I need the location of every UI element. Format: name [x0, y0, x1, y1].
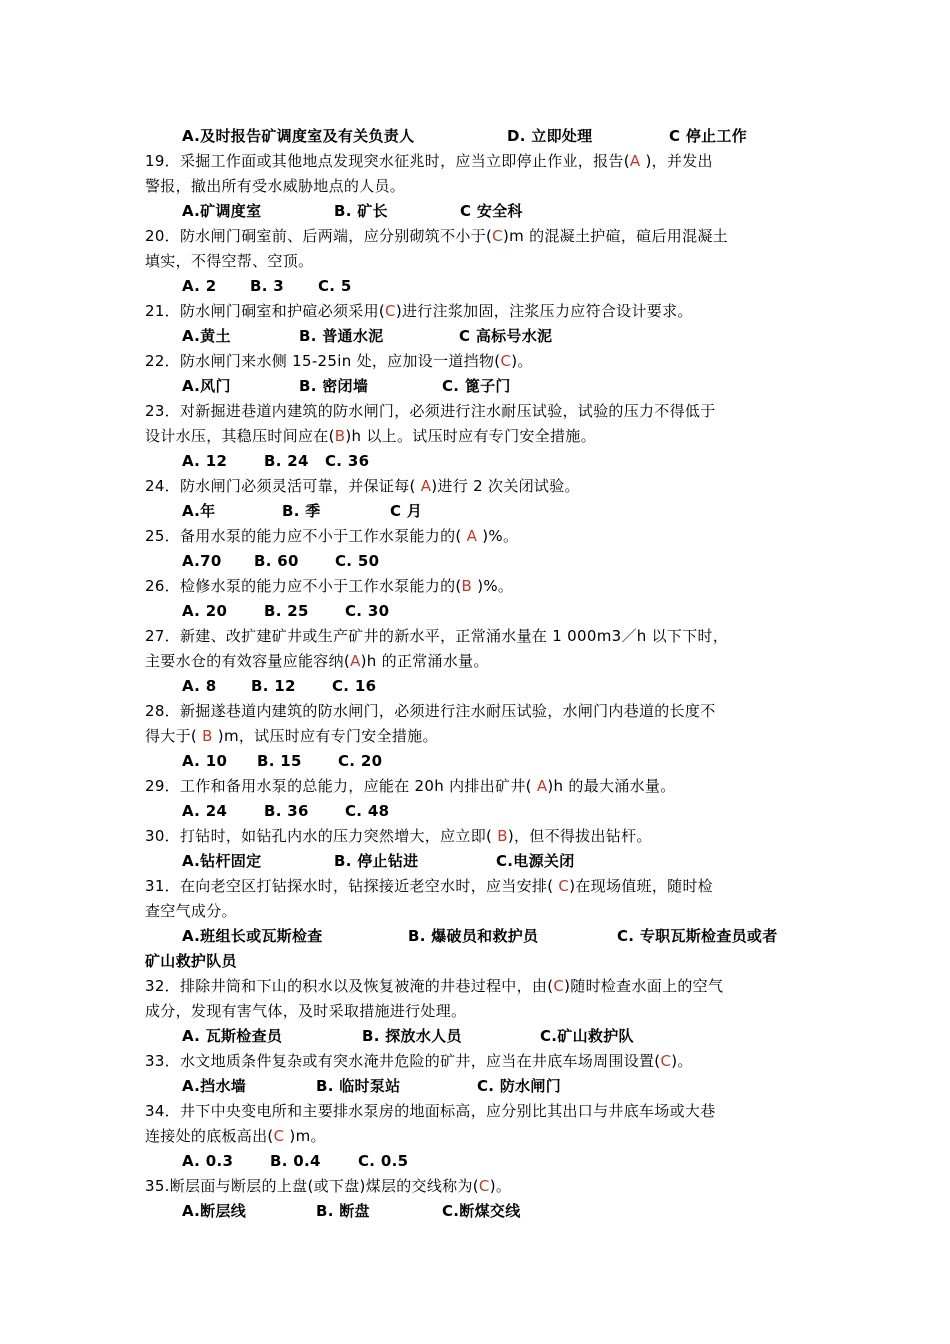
- answer-option: C. 48: [345, 802, 390, 820]
- answer-option: B. 密闭墙: [299, 377, 369, 395]
- answer-option: A.黄土: [182, 327, 231, 345]
- answer-option: B. 矿长: [334, 202, 388, 220]
- answer-option: A.70: [182, 552, 222, 570]
- question-text: 22．防水闸门来水侧 15-25in 处，应加设一道挡物(: [145, 352, 501, 370]
- answer-option: C 安全科: [460, 202, 523, 220]
- answer-option: B. 停止钻进: [334, 852, 419, 870]
- question-text-line: [145, 824, 815, 849]
- question-text: )%。: [477, 527, 519, 545]
- question-text-line: [145, 399, 815, 424]
- question-text-line: [145, 624, 815, 649]
- question-text: )。: [511, 352, 533, 370]
- question-text: )h 的正常涌水量。: [360, 652, 489, 670]
- answer-options-row: [145, 324, 815, 349]
- answer-option: B. 爆破员和救护员: [408, 927, 539, 945]
- question-text-line: [145, 649, 815, 674]
- answer-option: C. 篦子门: [442, 377, 511, 395]
- question-text-line: [145, 974, 815, 999]
- answer-option: C. 专职瓦斯检查员或者: [617, 927, 778, 945]
- question-list: [145, 124, 815, 1224]
- answer-key: C: [660, 1052, 672, 1070]
- answer-option: C. 30: [345, 602, 390, 620]
- question-text: 连接处的底板高出(: [145, 1127, 274, 1145]
- question-text: )，并发出: [640, 152, 713, 170]
- answer-option: A. 0.3: [182, 1152, 234, 1170]
- answer-options-row: [145, 374, 815, 399]
- question-text: 35.断层面与断层的上盘(或下盘)煤层的交线称为(: [145, 1177, 479, 1195]
- answer-option: A.断层线: [182, 1202, 247, 1220]
- question-text-line: [145, 174, 815, 199]
- question-text-line: [145, 349, 815, 374]
- answer-options-row: [145, 449, 815, 474]
- answer-options-row: [145, 749, 815, 774]
- answer-option: B. 25: [264, 602, 309, 620]
- answer-options-row: [145, 924, 815, 949]
- answer-option: A. 2: [182, 277, 217, 295]
- answer-option: A.钻杆固定: [182, 852, 262, 870]
- question-text: )。: [671, 1052, 693, 1070]
- question-text-line: [145, 774, 815, 799]
- answer-option: C 停止工作: [669, 127, 748, 145]
- answer-key: C: [273, 1127, 285, 1145]
- answer-option: C.矿山救护队: [540, 1027, 634, 1045]
- answer-option: A. 8: [182, 677, 217, 695]
- answer-option: C. 20: [338, 752, 383, 770]
- answer-key: A: [466, 527, 478, 545]
- answer-option: C.电源关闭: [496, 852, 575, 870]
- answer-key: B: [497, 827, 508, 845]
- answer-option: A. 20: [182, 602, 228, 620]
- question-text-line: [145, 1124, 815, 1149]
- answer-key: C: [492, 227, 503, 245]
- question-text-line: [145, 524, 815, 549]
- answer-options-row: [145, 274, 815, 299]
- question-text: 主要水仓的有效容量应能容纳(: [145, 652, 351, 670]
- answer-option: B. 36: [264, 802, 309, 820]
- answer-option: C. 0.5: [358, 1152, 409, 1170]
- question-text: )在现场值班，随时检: [569, 877, 714, 895]
- question-text-line: [145, 899, 815, 924]
- question-text: )m。: [284, 1127, 326, 1145]
- question-text-line: [145, 699, 815, 724]
- answer-option: A.风门: [182, 377, 231, 395]
- question-text: )随时检查水面上的空气: [564, 977, 724, 995]
- answer-options-row: [145, 599, 815, 624]
- answer-option: B. 3: [250, 277, 284, 295]
- answer-key: B: [202, 727, 213, 745]
- answer-option: B. 季: [282, 502, 321, 520]
- answer-option: A.及时报告矿调度室及有关负责人: [182, 127, 415, 145]
- answer-option: B. 断盘: [316, 1202, 370, 1220]
- question-text: 得大于(: [145, 727, 203, 745]
- question-text: )进行注浆加固，注浆压力应符合设计要求。: [395, 302, 693, 320]
- answer-option: C. 防水闸门: [477, 1077, 562, 1095]
- answer-option: A.班组长或瓦斯检查: [182, 927, 323, 945]
- answer-option: A. 10: [182, 752, 228, 770]
- question-text: )%。: [472, 577, 514, 595]
- answer-option: A. 瓦斯检查员: [182, 1027, 283, 1045]
- question-text: 32．排除井筒和下山的积水以及恢复被淹的井巷过程中，由(: [145, 977, 554, 995]
- question-text-line: [145, 724, 815, 749]
- answer-option: B. 临时泵站: [316, 1077, 401, 1095]
- question-text: )m 的混凝土护碹，碹后用混凝土: [502, 227, 728, 245]
- answer-key: C: [385, 302, 396, 320]
- question-text: )m，试压时应有专门安全措施。: [212, 727, 438, 745]
- question-text-line: [145, 474, 815, 499]
- answer-options-row: [145, 799, 815, 824]
- answer-key: C: [500, 352, 512, 370]
- answer-option: B. 60: [254, 552, 299, 570]
- answer-options-row: [145, 549, 815, 574]
- question-text-line: [145, 424, 815, 449]
- answer-key: C: [558, 877, 570, 895]
- question-text: 31．在向老空区打钻探水时，钻探接近老空水时，应当安排(: [145, 877, 559, 895]
- question-text: 19．采掘工作面或其他地点发现突水征兆时，应当立即停止作业，报告(: [145, 152, 630, 170]
- answer-key: C: [478, 1177, 490, 1195]
- question-text: 28．新掘遂巷道内建筑的防水闸门，必须进行注水耐压试验，水闸门内巷道的长度不: [145, 702, 716, 720]
- answer-option: C 高标号水泥: [459, 327, 553, 345]
- question-text: 34．井下中央变电所和主要排水泵房的地面标高，应分别比其出口与井底车场或大巷: [145, 1102, 716, 1120]
- answer-options-row: [145, 124, 815, 149]
- question-text-line: [145, 949, 815, 974]
- question-text: 矿山救护队员: [145, 952, 237, 970]
- answer-option: D. 立即处理: [507, 127, 593, 145]
- answer-options-row: [145, 1024, 815, 1049]
- answer-key: A: [536, 777, 548, 795]
- question-text: 30．打钻时，如钻孔内水的压力突然增大，应立即(: [145, 827, 498, 845]
- answer-options-row: [145, 1199, 815, 1224]
- question-text-line: [145, 1049, 815, 1074]
- question-text-line: [145, 874, 815, 899]
- answer-option: A. 24: [182, 802, 228, 820]
- answer-key: C: [553, 977, 565, 995]
- answer-option: B. 0.4: [270, 1152, 321, 1170]
- answer-option: C 月: [390, 502, 423, 520]
- answer-option: C.断煤交线: [442, 1202, 521, 1220]
- answer-option: B. 普通水泥: [299, 327, 384, 345]
- answer-option: B. 探放水人员: [362, 1027, 462, 1045]
- answer-options-row: [145, 199, 815, 224]
- question-text-line: [145, 999, 815, 1024]
- answer-key: A: [350, 652, 361, 670]
- answer-key: B: [334, 427, 346, 445]
- question-text: 33．水文地质条件复杂或有突水淹井危险的矿井，应当在井底车场周围设置(: [145, 1052, 661, 1070]
- answer-option: B. 15: [257, 752, 302, 770]
- answer-options-row: [145, 849, 815, 874]
- question-text: )h 以上。试压时应有专门安全措施。: [345, 427, 596, 445]
- answer-key: A: [420, 477, 432, 495]
- question-text-line: [145, 224, 815, 249]
- answer-option: C. 16: [332, 677, 377, 695]
- answer-option: A.年: [182, 502, 216, 520]
- answer-options-row: [145, 1074, 815, 1099]
- answer-options-row: [145, 1149, 815, 1174]
- question-text-line: [145, 1174, 815, 1199]
- answer-option: C. 50: [335, 552, 380, 570]
- answer-options-row: [145, 674, 815, 699]
- question-text: )h 的最大涌水量。: [547, 777, 676, 795]
- question-text: 查空气成分。: [145, 902, 237, 920]
- answer-option: C. 5: [318, 277, 352, 295]
- question-text: 20．防水闸门硐室前、后两端，应分别砌筑不小于(: [145, 227, 493, 245]
- question-text-line: [145, 299, 815, 324]
- question-text: 29．工作和备用水泵的总能力，应能在 20h 内排出矿井(: [145, 777, 537, 795]
- question-text: 26．检修水泵的能力应不小于工作水泵能力的(: [145, 577, 462, 595]
- question-text: )。: [489, 1177, 512, 1195]
- answer-option: C. 36: [325, 452, 370, 470]
- question-text: 24．防水闸门必须灵活可靠，并保证每(: [145, 477, 421, 495]
- question-text: 成分，发现有害气体，及时采取措施进行处理。: [145, 1002, 467, 1020]
- question-text-line: [145, 149, 815, 174]
- question-text: 23．对新掘进巷道内建筑的防水闸门，必须进行注水耐压试验，试验的压力不得低于: [145, 402, 716, 420]
- answer-option: B. 12: [251, 677, 296, 695]
- answer-option: B. 24: [264, 452, 309, 470]
- question-text: 设计水压，其稳压时间应在(: [145, 427, 335, 445]
- question-text: 填实，不得空帮、空顶。: [145, 252, 314, 270]
- answer-option: A. 12: [182, 452, 228, 470]
- question-text: 25．备用水泵的能力应不小于工作水泵能力的(: [145, 527, 467, 545]
- question-text-line: [145, 249, 815, 274]
- answer-key: B: [461, 577, 473, 595]
- question-text: 21．防水闸门硐室和护碹必须采用(: [145, 302, 386, 320]
- answer-option: A.挡水墙: [182, 1077, 247, 1095]
- question-text-line: [145, 1099, 815, 1124]
- question-text: 警报，撤出所有受水威胁地点的人员。: [145, 177, 406, 195]
- answer-option: A.矿调度室: [182, 202, 262, 220]
- answer-options-row: [145, 499, 815, 524]
- question-text: )进行 2 次关闭试验。: [431, 477, 580, 495]
- question-text: 27．新建、改扩建矿井或生产矿井的新水平，正常涌水量在 1 000m3／h 以下下时，: [145, 627, 729, 645]
- question-text-line: [145, 574, 815, 599]
- question-text: )，但不得拔出钻杆。: [507, 827, 652, 845]
- answer-key: A: [629, 152, 641, 170]
